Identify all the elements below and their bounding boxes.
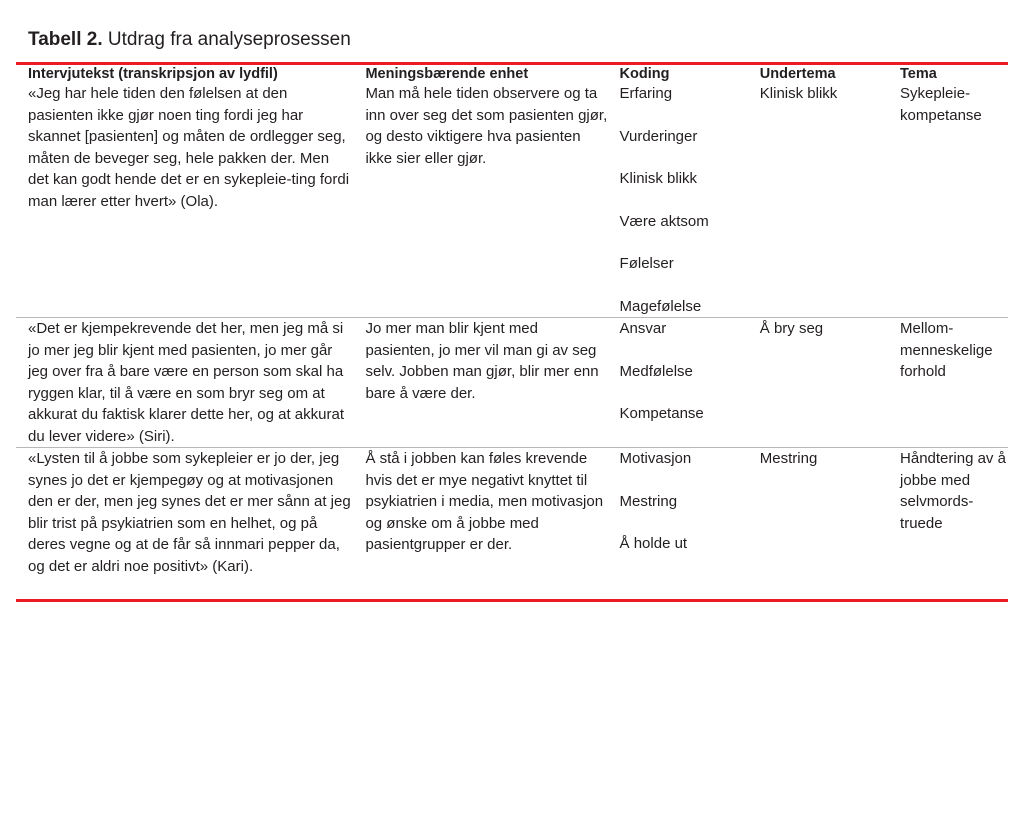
cell-tema	[888, 448, 1008, 577]
cell-koding	[608, 448, 748, 577]
undertema-text: Mestring	[759, 450, 818, 467]
list-item: Være aktsom	[619, 212, 709, 230]
column-header-koding	[608, 65, 748, 83]
table-row	[16, 318, 1008, 447]
column-header-intervjutekst	[16, 65, 353, 83]
koding-list-wrapper	[608, 318, 748, 425]
table-body	[16, 83, 1008, 577]
undertema-text: Klinisk blikk	[759, 85, 838, 102]
list-item: Magefølelse	[619, 297, 702, 315]
list-item: Klinisk blikk	[619, 170, 698, 187]
bottom-red-rule	[16, 599, 1008, 602]
cell-meningsbaerende-enhet	[353, 318, 607, 447]
cell-meningsbaerende-enhet	[353, 448, 607, 577]
column-header-tema	[888, 65, 1008, 83]
column-header-intervjutekst-label: Intervjutekst (transkripsjon av lydfil)	[28, 66, 278, 82]
column-header-tema-label: Tema	[900, 66, 937, 82]
meningsbaerende-enhet-text: Man må hele tiden observere og ta inn over seg det som pasienten gjør, og desto viktigere hva pasienten ikke sier eller gjør.	[365, 85, 608, 167]
list-item: Motivasjon	[619, 450, 692, 467]
list-item: Å holde ut	[619, 535, 688, 552]
list-item: Ansvar	[619, 320, 667, 337]
column-header-meningsbaerende-enhet-label: Meningsbærende enhet	[365, 66, 529, 82]
column-header-meningsbaerende-enhet	[353, 65, 607, 83]
koding-list-wrapper	[608, 83, 748, 317]
cell-undertema	[748, 318, 888, 447]
table-row	[16, 448, 1008, 577]
list-item: Mestring	[619, 492, 678, 510]
intervjutekst-text: «Det er kjempekrevende det her, men jeg må si jo mer jeg blir kjent med pasienten, jo mer går jeg over fra å bare være en person som skal ha ryggen klar, til å være en som bryr seg om at akkurat du faktisk klarer dette her, og at akkurat du lever videre» (Siri).	[28, 320, 344, 445]
intervjutekst-text: «Jeg har hele tiden den følelsen at den pasienten ikke gjør noen ting fordi jeg har skannet [pasienten] og måten de ordlegger seg, måten de beveger seg, hele pakken der. Men det kan godt hende det er en sykepleie-ting fordi man lærer etter hvert» (Ola).	[28, 85, 350, 210]
list-item: Erfaring	[619, 85, 673, 102]
koding-list	[620, 318, 748, 425]
koding-list	[620, 83, 748, 317]
koding-list-wrapper	[608, 448, 748, 555]
meningsbaerende-enhet-text: Å stå i jobben kan føles krevende hvis det er mye negativt knyttet til psykiatrien i media, men motivasjon og ønske om å jobbe med pasientgrupper er der.	[365, 450, 604, 553]
list-item: Vurderinger	[619, 127, 698, 145]
list-item: Kompetanse	[619, 405, 704, 422]
cell-koding	[608, 83, 748, 317]
column-header-koding-label: Koding	[619, 66, 670, 82]
table-caption	[16, 0, 1008, 62]
tema-text: Sykepleie-kompetanse	[900, 85, 982, 124]
analysis-table	[16, 65, 1008, 577]
intervjutekst-text: «Lysten til å jobbe som sykepleier er jo der, jeg synes jo det er kjempegøy og at motivasjonen den er der, men jeg synes det er mer sånn at jeg blir trist på psykiatrien som en helhet, og på deres vegne og at de får så innmari pepper da, og det er aldri noe positivt» (Kari).	[28, 450, 351, 575]
table-row	[16, 83, 1008, 317]
tema-text: Håndtering av å jobbe med selvmords-truede	[900, 450, 1006, 532]
list-item: Medfølelse	[619, 362, 693, 380]
cell-meningsbaerende-enhet	[353, 83, 607, 317]
caption-number: Tabell 2.	[28, 29, 103, 50]
cell-undertema	[748, 83, 888, 317]
caption-title: Utdrag fra analyseprosessen	[102, 29, 351, 50]
koding-list	[620, 448, 748, 555]
undertema-text: Å bry seg	[759, 320, 824, 337]
cell-intervjutekst	[16, 318, 353, 447]
table-header-row	[16, 65, 1008, 83]
table-header	[16, 65, 1008, 83]
cell-intervjutekst	[16, 448, 353, 577]
cell-tema	[888, 83, 1008, 317]
cell-intervjutekst	[16, 83, 353, 317]
column-header-undertema-label: Undertema	[759, 66, 836, 82]
column-header-undertema	[748, 65, 888, 83]
cell-tema	[888, 318, 1008, 447]
tema-text: Mellom-menneskelige forhold	[900, 320, 993, 380]
meningsbaerende-enhet-text: Jo mer man blir kjent med pasienten, jo mer vil man gi av seg selv. Jobben man gjør, blir mer enn bare å være der.	[365, 320, 599, 402]
cell-undertema	[748, 448, 888, 577]
list-item: Følelser	[619, 255, 674, 272]
cell-koding	[608, 318, 748, 447]
